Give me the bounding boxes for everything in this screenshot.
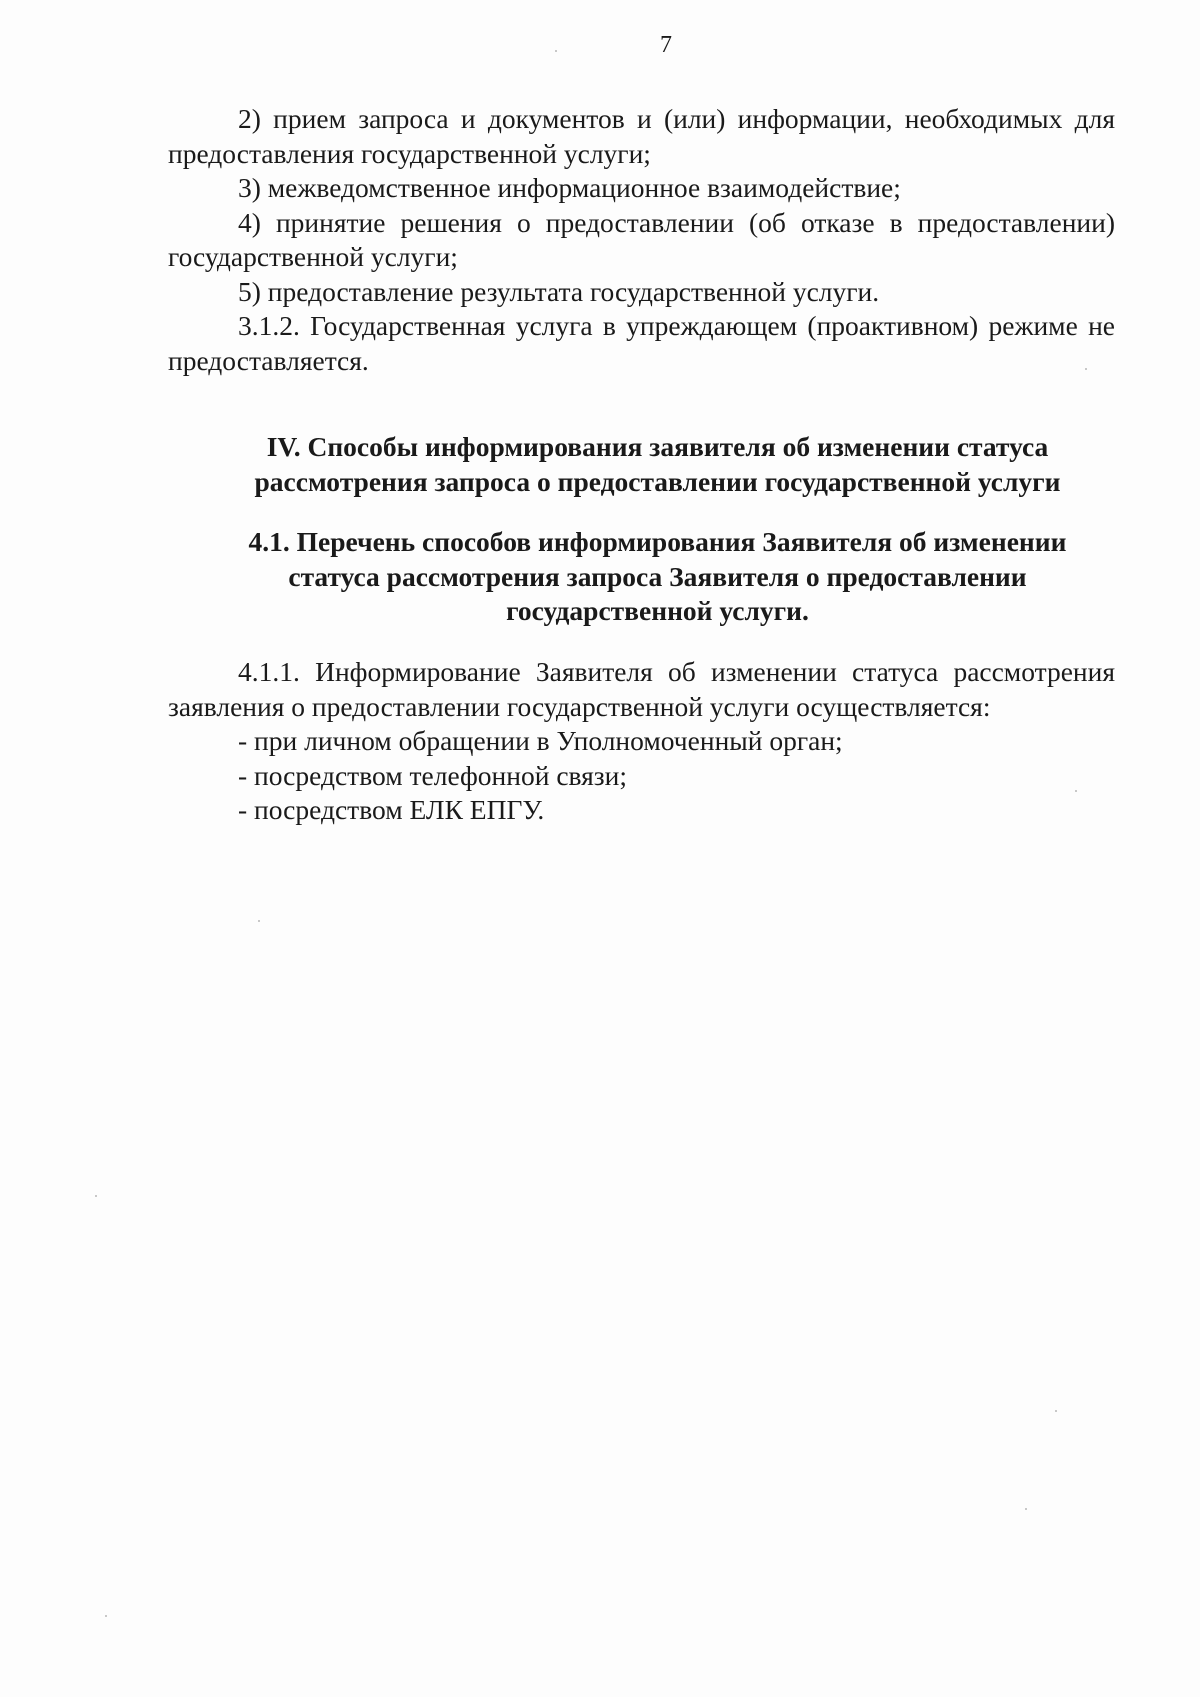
scan-speck [1055,1410,1057,1412]
list-item-elk-epgu: - посредством ЕЛК ЕПГУ. [238,794,545,825]
page-number: 7 [660,32,672,58]
section-heading-iv [200,430,1115,499]
paragraph-step-2: 2) прием запроса и документов и (или) информации, необходимых для предоставления государственной услуги; [168,103,1115,169]
steps-list [168,102,1115,378]
paragraph-step-3: 3) межведомственное информационное взаимодействие; [238,172,901,203]
paragraph-step-4: 4) принятие решения о предоставлении (об отказе в предоставлении) государственной услуги; [168,206,1115,272]
scan-speck [1075,790,1077,792]
scan-speck [258,920,260,922]
section-heading-iv-line-1: IV. Способы информирования заявителя об изменении статуса [266,431,1049,462]
scan-speck [1025,1508,1027,1510]
list-item-in-person: - при личном обращении в Уполномоченный орган; [238,725,843,756]
scan-speck [95,1195,97,1197]
paragraph-4-1-1: 4.1.1. Информирование Заявителя об изменении статуса рассмотрения заявления о предоставлении государственной услуги осуществляется: [168,656,1115,722]
subsection-heading-4-1-line-3: государственной услуги. [506,595,809,626]
list-item-phone: - посредством телефонной связи; [238,759,628,791]
scan-speck [1085,368,1087,370]
paragraph-step-5: 5) предоставление результата государственной услуги. [238,275,880,307]
subsection-heading-4-1-line-1: 4.1. Перечень способов информирования Заявителя об изменении [248,526,1067,557]
scan-speck [555,50,557,52]
paragraph-3-1-2: 3.1.2. Государственная услуга в упреждающем (проактивном) режиме не предоставляется. [168,310,1115,376]
subsection-heading-4-1 [200,525,1115,629]
subsection-heading-4-1-line-2: статуса рассмотрения запроса Заявителя о предоставлении [288,560,1027,592]
informing-methods [168,655,1115,828]
section-heading-iv-line-2: рассмотрения запроса о предоставлении государственной услуги [254,465,1061,497]
scan-speck [105,1615,107,1617]
